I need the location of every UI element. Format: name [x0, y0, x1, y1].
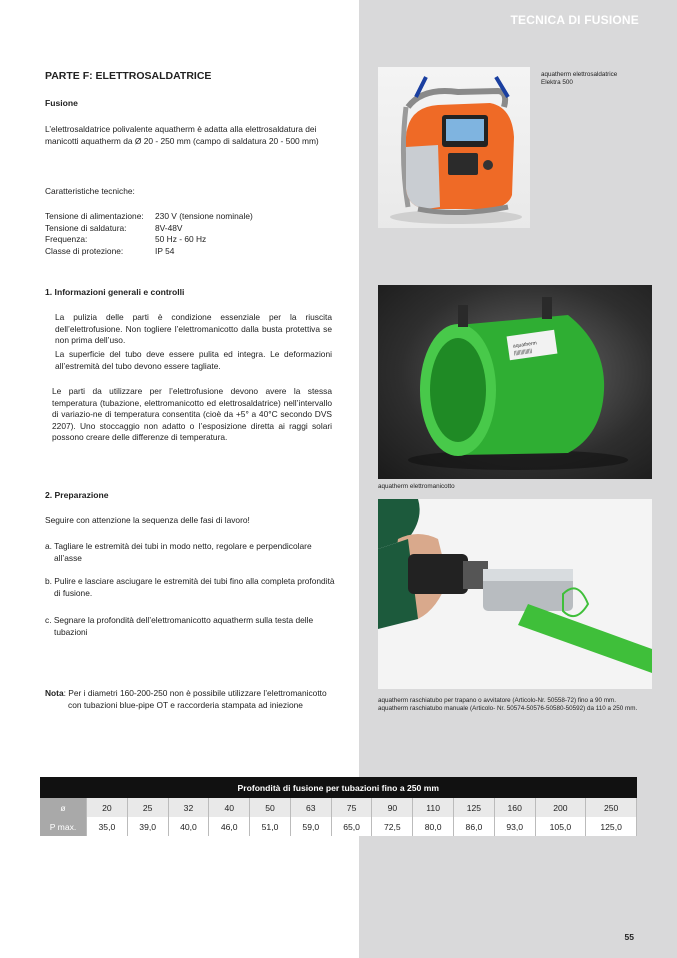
fusion-depth-table	[40, 777, 637, 836]
section-title: PARTE F: ELETTROSALDATRICE	[45, 70, 212, 82]
fusion-heading: Fusione	[45, 98, 78, 108]
table-cell: 63	[290, 798, 331, 817]
coupling-illustration	[378, 285, 652, 479]
table-cell: 32	[168, 798, 209, 817]
table-cell: 250	[586, 798, 637, 817]
table-cell: 80,0	[413, 817, 454, 836]
scraper-caption	[378, 697, 637, 714]
spec-label: Frequenza:	[45, 234, 88, 244]
row-label-pmax: P max.	[40, 817, 87, 836]
prep-step	[45, 615, 337, 638]
table-cell: 51,0	[250, 817, 291, 836]
table-cell: 46,0	[209, 817, 250, 836]
table-cell: 59,0	[290, 817, 331, 836]
welder-illustration	[378, 67, 530, 228]
table-cell: 65,0	[331, 817, 372, 836]
step-line: tubazioni	[54, 626, 88, 637]
coupling-caption: aquatherm elettromanicotto	[378, 483, 455, 490]
table-cell: 72,5	[372, 817, 413, 836]
table-cell: 50	[250, 798, 291, 817]
caption-line: Elektra 500	[541, 79, 573, 87]
scraper-photo	[378, 499, 652, 689]
spec-row	[45, 234, 253, 246]
table-cell: 93,0	[494, 817, 535, 836]
prep-step	[45, 576, 337, 599]
table-cell: 40,0	[168, 817, 209, 836]
step-line: b. Pulire e lasciare asciugare le estremità dei tubi fino alla completa profondità	[45, 576, 335, 586]
spec-value: IP 54	[155, 245, 175, 256]
spec-label: Tensione di saldatura:	[45, 222, 127, 233]
spec-label: Classe di protezione:	[45, 245, 124, 256]
step-line: a. Tagliare le estremità dei tubi in modo netto, regolare e perpendicolare	[45, 541, 312, 551]
step-line: di fusione.	[54, 587, 93, 598]
caption-line: aquatherm raschiatubo per trapano o avvitatore (Articolo-Nr. 50558-72) fino a 90 mm.	[378, 697, 617, 704]
step-line: c. Segnare la profondità dell’elettromanicotto aquatherm sulla testa delle	[45, 615, 314, 625]
table-cell: 40	[209, 798, 250, 817]
table-cell: 39,0	[127, 817, 168, 836]
table-cell: 25	[127, 798, 168, 817]
table-cell: 110	[413, 798, 454, 817]
table-cell: 86,0	[454, 817, 495, 836]
table-row-pmax	[40, 817, 637, 836]
page-number: 55	[624, 932, 634, 942]
spec-value: 230 V (tensione nominale)	[155, 211, 253, 221]
spec-label: Tensione di alimentazione:	[45, 211, 144, 221]
coupling-barcode: ||||||||||||||	[513, 348, 533, 357]
table-row-diameter	[40, 798, 637, 817]
row-label-diameter: ø	[40, 798, 87, 817]
table-title: Profondità di fusione per tubazioni fino a 250 mm	[40, 777, 637, 798]
info-paragraph-2: La superficie del tubo deve essere pulita ed integra. Le deformazioni all’estremità del tubo devono essere tagliate.	[55, 349, 332, 371]
table-cell: 20	[87, 798, 128, 817]
spec-value: 50 Hz - 60 Hz	[155, 234, 207, 244]
table-cell: 35,0	[87, 817, 128, 836]
spec-row	[45, 223, 253, 235]
spec-value: 8V-48V	[155, 222, 183, 233]
scraper-illustration	[378, 499, 652, 689]
spec-row	[45, 246, 253, 258]
info-heading: 1. Informazioni generali e controlli	[45, 287, 185, 297]
welder-caption	[541, 71, 617, 88]
specs-heading: Caratteristiche tecniche:	[45, 186, 135, 196]
caption-line: aquatherm elettrosaldatrice	[541, 71, 618, 78]
intro-text: L’elettrosaldatrice polivalente aquatherm è adatta alla elettrosaldatura dei manicotti aquatherm da Ø 20 - 250 mm (campo di saldatura 20 - 500 mm)	[45, 124, 319, 146]
info-paragraph-3: Le parti da utilizzare per l’elettrofusione devono avere la stessa temperatura (tubazione, elettromanicotto ed elettrosaldatrice) nell’intervallo di variazio-ne di temperatura consentita (cioè da +5° a 40°C secondo DVS 2207). Uno stoccaggio non adatto o l’esposizione diretta ai raggi solari possono creare delle differenze di temperatura.	[52, 386, 332, 442]
table-cell: 90	[372, 798, 413, 817]
step-line: all’asse	[54, 552, 82, 563]
specs-list	[45, 211, 253, 257]
info-paragraph-1: La pulizia delle parti è condizione essenziale per la riuscita dell’elettrofusione. Non togliere l’elettromanicotto dalla busta protettiva se non prima dell’uso.	[55, 312, 332, 345]
note-label: Nota	[45, 688, 64, 698]
caption-line: aquatherm raschiatubo manuale (Articolo- Nr. 50574-50576-50580-50592) da 110 a 250 mm.	[378, 705, 638, 713]
prep-heading: 2. Preparazione	[45, 490, 109, 500]
prep-intro: Seguire con attenzione la sequenza delle fasi di lavoro!	[45, 515, 250, 525]
table-cell: 125,0	[586, 817, 637, 836]
table-cell: 200	[535, 798, 586, 817]
note-line-1: : Per i diametri 160-200-250 non è possibile utilizzare l’elettromanicotto	[63, 688, 327, 698]
table-cell: 75	[331, 798, 372, 817]
table-cell: 160	[494, 798, 535, 817]
note-line-2: con tubazioni blue-pipe OT e raccorderia stampata ad iniezione	[68, 699, 303, 710]
prep-step	[45, 541, 337, 564]
header-title: TECNICA DI FUSIONE	[510, 13, 639, 27]
welder-photo	[378, 67, 530, 228]
table-cell: 105,0	[535, 817, 586, 836]
note	[45, 688, 327, 711]
spec-row	[45, 211, 253, 223]
table-cell: 125	[454, 798, 495, 817]
coupling-photo	[378, 285, 652, 479]
coupling-label-text: aquatherm	[512, 340, 538, 350]
